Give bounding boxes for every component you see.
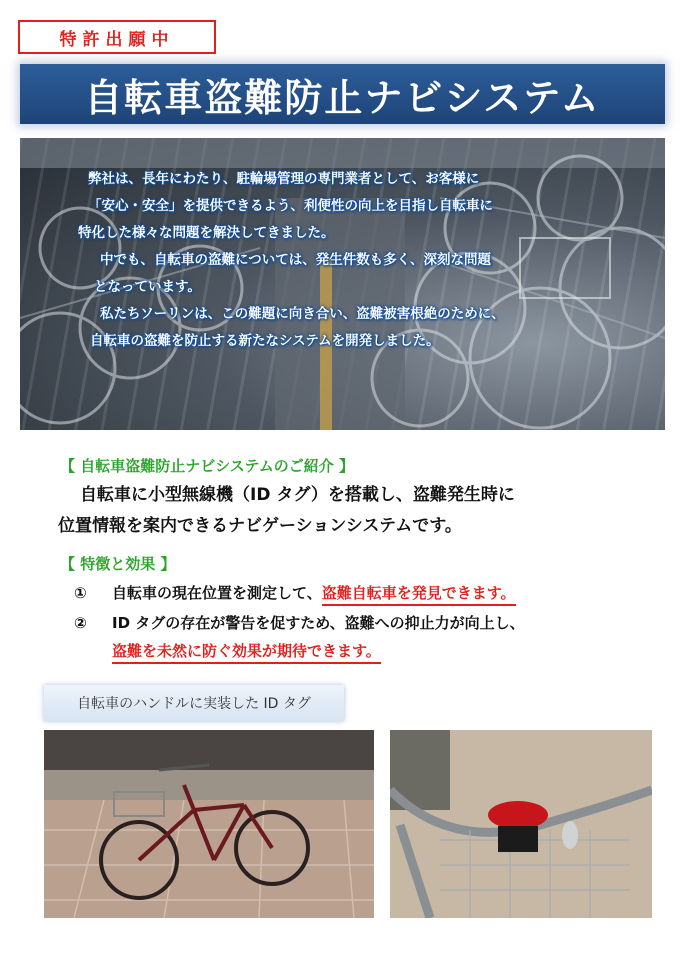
intro-line-1: 自転車に小型無線機（ID タグ）を搭載し、盗難発生時に [80,485,515,505]
feature-text: 自転車の現在位置を測定して、 [112,584,322,602]
bicycle-parking-photo-banner [20,138,665,430]
banner-line: 私たちソーリンは、この難題に向き合い、盗難被害根絶のために、 [100,306,505,322]
intro-line-2: 位置情報を案内できるナビゲーションシステムです。 [58,516,462,536]
banner-line: 特化した様々な問題を解決してきました。 [78,225,335,241]
feature-item-2-continuation [112,640,381,661]
photo-caption: 自転車のハンドルに実装した ID タグ [44,685,344,721]
banner-line: 自転車の盗難を防止する新たなシステムを開発しました。 [90,333,440,349]
feature-number: ② [74,614,87,632]
handlebar-id-tag-photo [390,730,652,918]
feature-number: ① [74,584,87,602]
feature-item-1 [74,582,516,603]
features-heading: 【 特徴と効果 】 [60,555,176,573]
banner-line: となっています。 [94,279,201,295]
company-introduction-text [60,166,640,355]
intro-text [58,480,638,542]
bicycle-photo-illustration [44,730,374,918]
banner-line: 弊社は、長年にわたり、駐輪場管理の専門業者として、お客様に [88,171,480,187]
handlebar-photo-illustration [390,730,652,918]
feature-text: ID タグの存在が警告を促すため、盗難への抑止力が向上し、 [112,614,525,632]
feature-highlight: 盗難を未然に防ぐ効果が期待できます。 [112,642,381,664]
bicycle-with-tag-photo [44,730,374,918]
banner-line: 中でも、自転車の盗難については、発生件数も多く、深刻な問題 [100,252,491,268]
feature-highlight: 盗難自転車を発見できます。 [322,584,516,606]
banner-line: 「安心・安全」を提供できるよう、利便性の向上を目指し自転車に [88,198,493,214]
intro-heading: 【 自転車盗難防止ナビシステムのご紹介 】 [60,457,354,475]
feature-item-2 [74,612,525,633]
page-title: 自転車盗難防止ナビシステム [20,64,665,124]
patent-pending-badge: 特許出願中 [18,20,216,54]
